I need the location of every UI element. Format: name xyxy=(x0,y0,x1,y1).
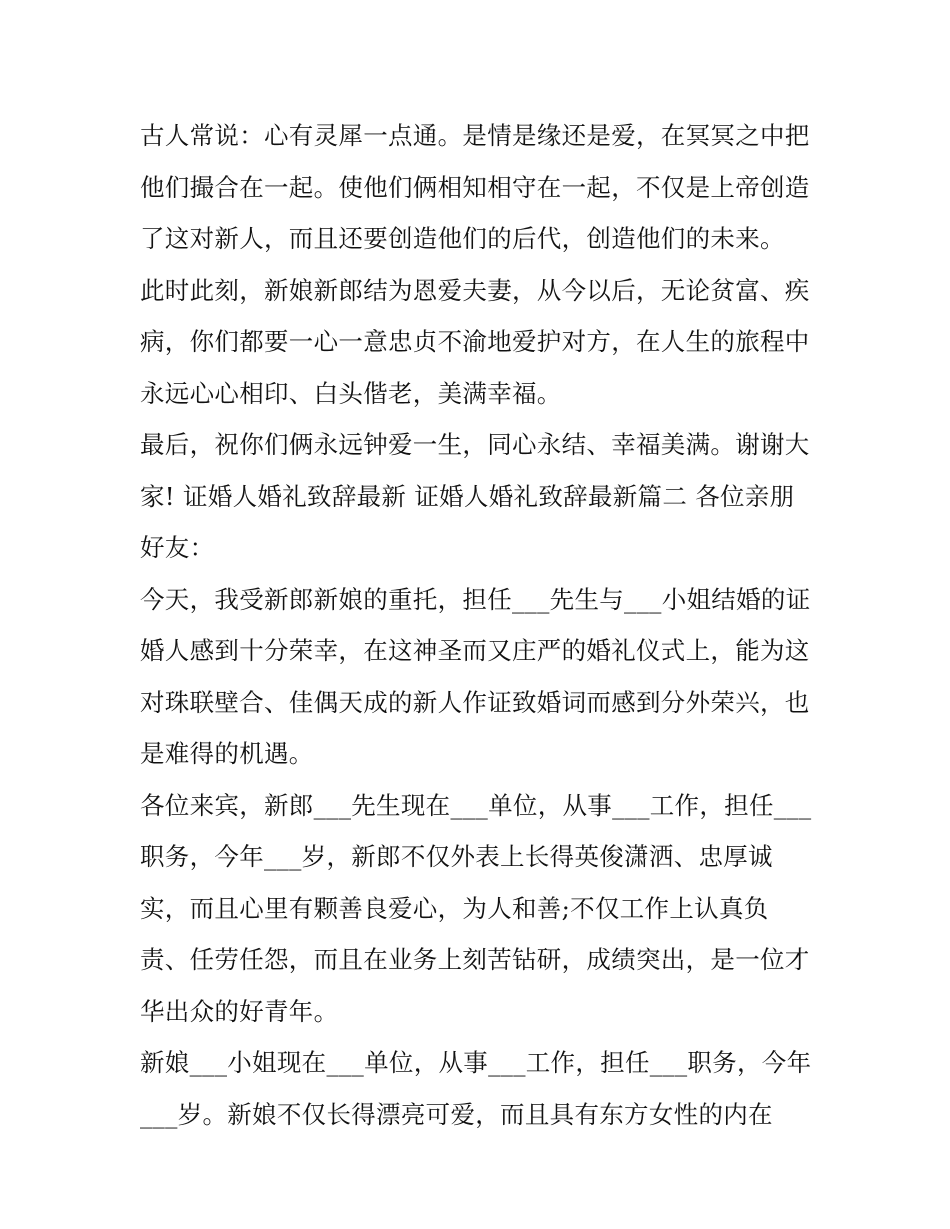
document-body xyxy=(140,110,820,1140)
text-line: 婚人感到十分荣幸，在这神圣而又庄严的婚礼仪式上，能为这 xyxy=(140,636,810,665)
text-line: 了这对新人，而且还要创造他们的后代，创造他们的未来。 xyxy=(140,224,785,253)
text-line: 新娘___小姐现在___单位，从事___工作，担任___职务，今年 xyxy=(140,1048,812,1077)
text-line: 此时此刻，新娘新郎结为恩爱夫妻，从今以后，无论贫富、疾 xyxy=(140,275,810,305)
text-line: 好友： xyxy=(140,533,215,562)
text-line: 职务，今年___岁，新郎不仅外表上长得英俊潇洒、忠厚诚 xyxy=(140,842,773,871)
text-line: 各位来宾，新郎___先生现在___单位，从事___工作，担任___ xyxy=(140,790,812,820)
text-line: 永远心心相印、白头偕老，美满幸福。 xyxy=(140,378,562,408)
text-line: 病，你们都要一心一意忠贞不渝地爱护对方，在人生的旅程中 xyxy=(140,327,810,356)
text-line: 实，而且心里有颗善良爱心，为人和善;不仅工作上认真负 xyxy=(140,893,769,923)
text-line: 家! 证婚人婚礼致辞最新 证婚人婚礼致辞最新篇二 各位亲朋 xyxy=(140,481,795,511)
text-line: 最后，祝你们俩永远钟爱一生，同心永结、幸福美满。谢谢大 xyxy=(140,430,810,459)
text-line: ___岁。新娘不仅长得漂亮可爱，而且具有东方女性的内在 xyxy=(140,1099,773,1129)
text-line: 古人常说：心有灵犀一点通。是情是缘还是爱，在冥冥之中把 xyxy=(140,121,810,150)
text-line: 对珠联壁合、佳偶天成的新人作证致婚词而感到分外荣兴，也 xyxy=(140,687,810,717)
text-line: 华出众的好青年。 xyxy=(140,996,339,1026)
text-line: 责、任劳任怨，而且在业务上刻苦钻研，成绩突出，是一位才 xyxy=(140,945,810,974)
text-line: 今天，我受新郎新娘的重托，担任___先生与___小姐结婚的证 xyxy=(140,584,811,614)
text-line: 他们撮合在一起。使他们俩相知相守在一起，不仅是上帝创造 xyxy=(140,172,810,202)
text-line: 是难得的机遇。 xyxy=(140,739,314,768)
